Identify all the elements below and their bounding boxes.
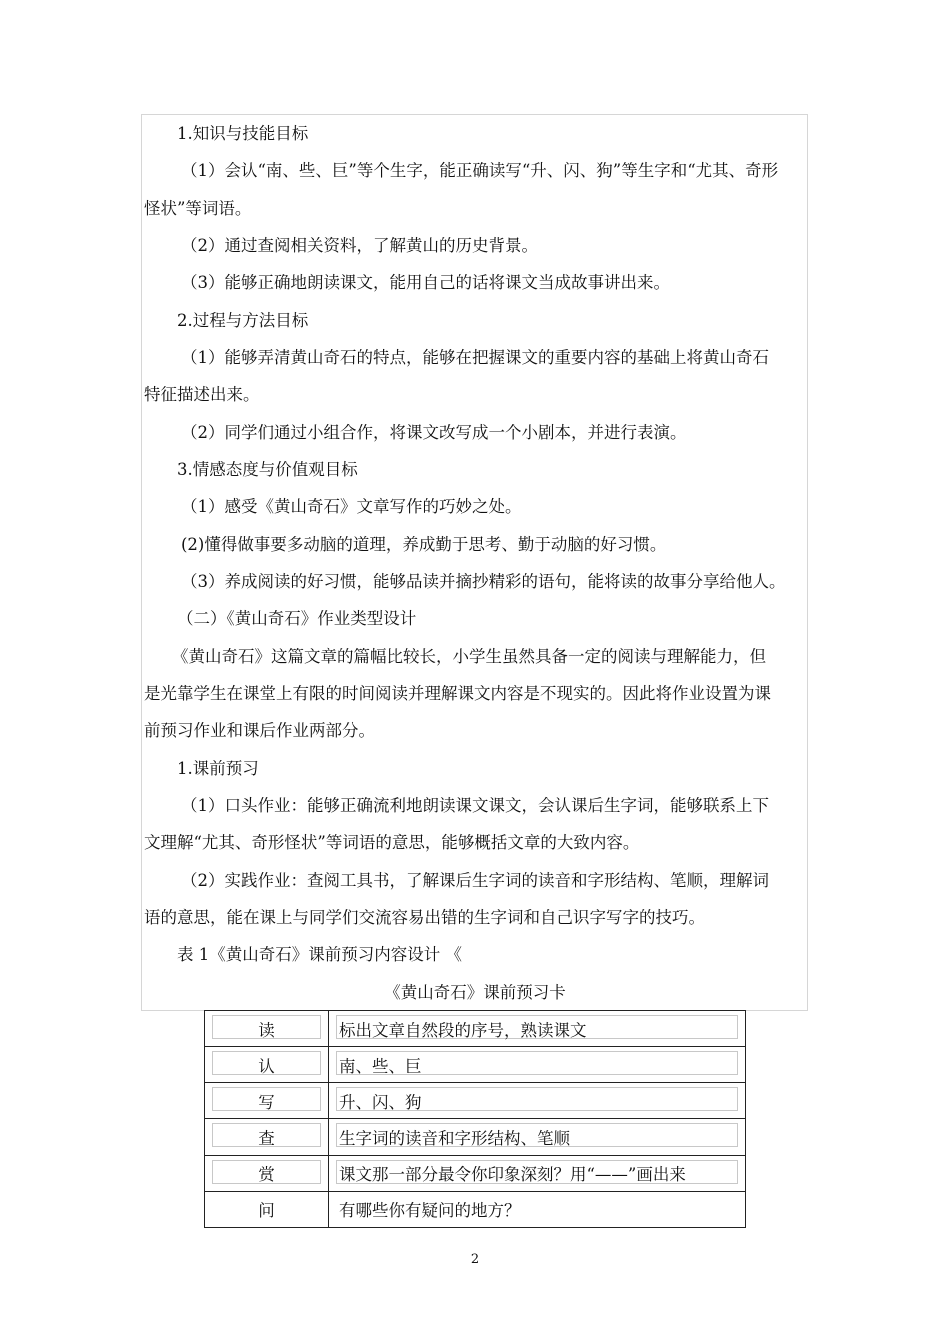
card-key: 查: [258, 1129, 275, 1149]
card-value-cell: [329, 1119, 746, 1155]
paragraph-line: 怪状”等词语。: [144, 199, 252, 218]
heading-process-goals: 2.过程与方法目标: [177, 311, 309, 330]
heading-preview: 1.课前预习: [177, 759, 259, 778]
paragraph-line: （3）能够正确地朗读课文，能用自己的话将课文当成故事讲出来。: [181, 273, 670, 292]
card-key-cell: [205, 1011, 329, 1047]
paragraph-line: 特征描述出来。: [144, 385, 260, 404]
card-key-cell: [205, 1047, 329, 1083]
heading-emotion-goals: 3.情感态度与价值观目标: [177, 460, 358, 479]
page-number: 2: [470, 1252, 480, 1267]
card-key: 赏: [258, 1165, 275, 1185]
table-row: [205, 1011, 746, 1047]
paragraph-line: (2)懂得做事要多动脑的道理，养成勤于思考、勤于动脑的好习惯。: [181, 535, 667, 554]
card-key: 认: [258, 1056, 275, 1076]
preview-card-table: [204, 1010, 746, 1228]
heading-homework-design: （二）《黄山奇石》作业类型设计: [177, 609, 417, 628]
card-value-cell: [329, 1191, 746, 1227]
card-value: 升、闪、狗: [339, 1092, 422, 1112]
card-value: 生字词的读音和字形结构、笔顺: [339, 1129, 570, 1149]
paragraph-line: 前预习作业和课后作业两部分。: [144, 721, 375, 740]
table-row: [205, 1155, 746, 1191]
paragraph-line: （1）口头作业：能够正确流利地朗读课文课文，会认课后生字词，能够联系上下: [181, 796, 769, 815]
card-key: 问: [258, 1201, 275, 1221]
card-value: 南、些、巨: [339, 1056, 422, 1076]
card-value-cell: [329, 1155, 746, 1191]
table-row: [205, 1119, 746, 1155]
paragraph-line: 语的意思，能在课上与同学们交流容易出错的生字词和自己识字写字的技巧。: [144, 908, 705, 927]
paragraph-line: （2）通过查阅相关资料，了解黄山的历史背景。: [181, 236, 538, 255]
card-value-cell: [329, 1047, 746, 1083]
card-key-cell: [205, 1083, 329, 1119]
card-key-cell: [205, 1119, 329, 1155]
card-key: 读: [258, 1020, 275, 1040]
card-value: 课文那一部分最令你印象深刻？用“——”画出来: [339, 1165, 686, 1185]
heading-knowledge-goals: 1.知识与技能目标: [177, 124, 309, 143]
card-value-cell: [329, 1011, 746, 1047]
table-row: [205, 1047, 746, 1083]
paragraph-line: （1）能够弄清黄山奇石的特点，能够在把握课文的重要内容的基础上将黄山奇石: [181, 348, 769, 367]
paragraph-line: （3）养成阅读的好习惯，能够品读并摘抄精彩的语句，能将读的故事分享给他人。: [181, 572, 786, 591]
card-key-cell: [205, 1155, 329, 1191]
card-key-cell: [205, 1191, 329, 1227]
paragraph-line: （2）同学们通过小组合作，将课文改写成一个小剧本，并进行表演。: [181, 423, 687, 442]
card-title: 《黄山奇石》课前预习卡: [384, 983, 566, 1002]
paragraph-line: 是光靠学生在课堂上有限的时间阅读并理解课文内容是不现实的。因此将作业设置为课: [144, 684, 771, 703]
card-value: 标出文章自然段的序号，熟读课文: [339, 1020, 587, 1040]
table-caption: 表 1《黄山奇石》课前预习内容设计 《: [177, 945, 462, 964]
card-value: 有哪些你有疑问的地方？: [339, 1201, 521, 1221]
paragraph-line: （1）感受《黄山奇石》文章写作的巧妙之处。: [181, 497, 522, 516]
paragraph-line: 《黄山奇石》这篇文章的篇幅比较长，小学生虽然具备一定的阅读与理解能力，但: [172, 647, 766, 666]
card-value-cell: [329, 1083, 746, 1119]
table-row: [205, 1083, 746, 1119]
paragraph-line: （2）实践作业：查阅工具书，了解课后生字词的读音和字形结构、笔顺，理解词: [181, 871, 769, 890]
table-row: [205, 1191, 746, 1227]
card-key: 写: [258, 1092, 275, 1112]
paragraph-line: 文理解“尤其、奇形怪状”等词语的意思，能够概括文章的大致内容。: [144, 833, 640, 852]
paragraph-line: （1）会认“南、些、巨”等个生字，能正确读写“升、闪、狗”等生字和“尤其、奇形: [181, 161, 779, 180]
